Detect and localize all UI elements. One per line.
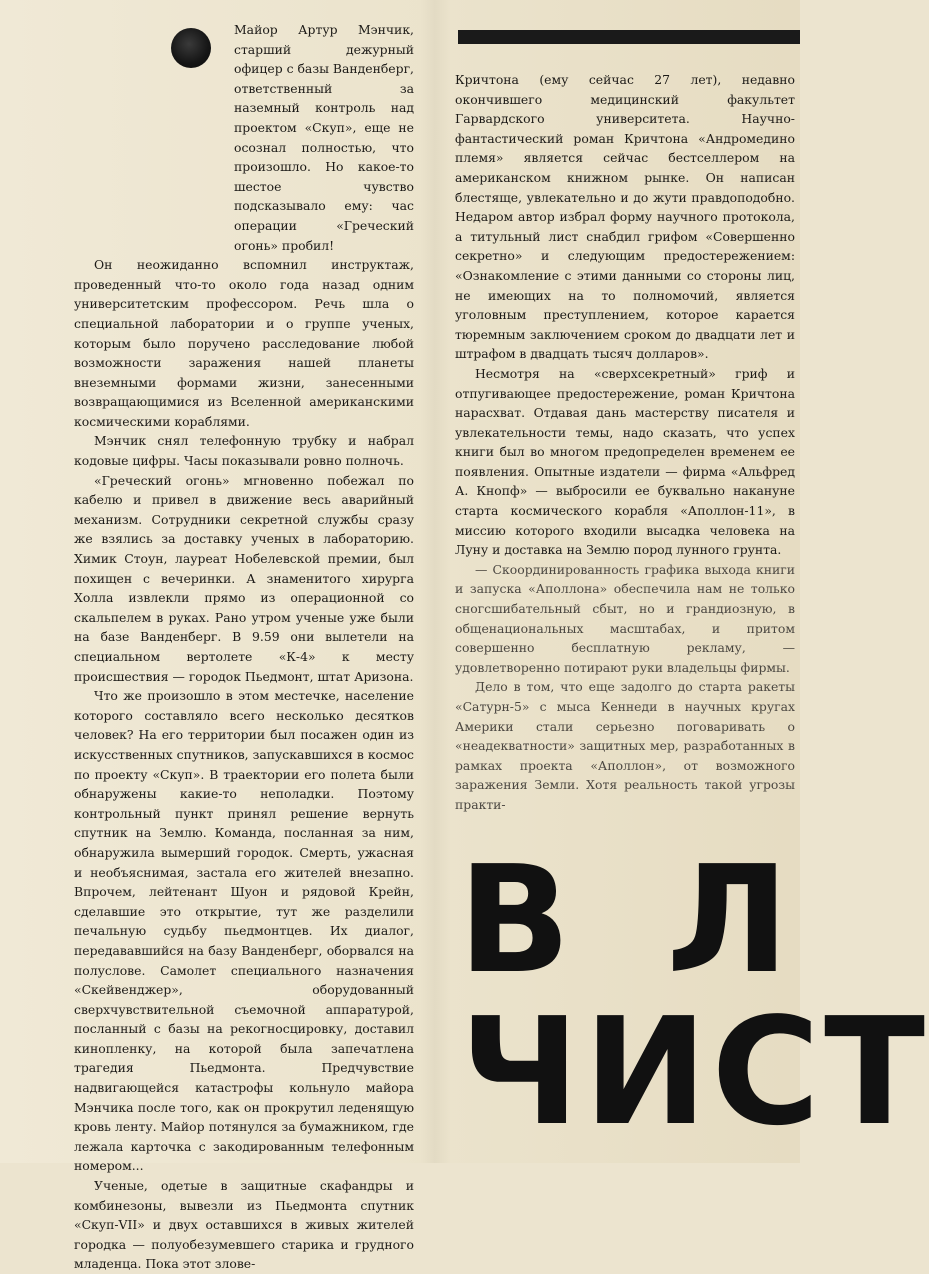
paragraph: Кричтона (ему сейчас 27 лет), недавно окончившего медицинский факультет Гарвардского университета. Научно-фантастический роман Кричтона «Андромедино племя» является сейчас бестселлером на американском книжном рынке. Он написан блестяще, увлекательно и до жути правдоподобно. Недаром автор избрал форму научного протокола, а титульный лист снабдил грифом «Совершенно секретно» и следующим предостережением: «Ознакомление с этими данными со стороны лиц, не имеющих на то полномочий, является уголовным преступлением, которое карается тюремным заключением сроком до двадцати лет и штрафом в двадцать тысяч долларов». (455, 72, 795, 362)
headline-line-2: ЧИСТ (460, 986, 929, 1158)
right-column (455, 70, 795, 815)
paragraph: Мэнчик снял телефонную трубку и набрал кодовые цифры. Часы показывали ровно полночь. (74, 433, 414, 469)
quote-paragraph: — Скоординированность графика выхода книги и запуска «Аполлона» обеспечила нам не только сногсшибательный сбыт, но и грандиозную, в общенациональных масштабах, и притом совершенно бесплатную рекламу, — удовлетворенно потирают руки владельцы фирмы. (455, 561, 795, 675)
lead-paragraph: Майор Артур Мэнчик, старший дежурный офицер с базы Ванденберг, ответственный за наземный контроль над проектом «Скуп», еще не осознал полностью, что произошло. Но какое-то шестое чувство подсказывало ему: час операции «Греческий огонь» пробил! (234, 22, 414, 253)
paragraph: «Греческий огонь» мгновенно побежал по кабелю и привел в движение весь аварийный механизм. Сотрудники секретной службы сразу же взялись за доставку ученых в лабораторию. Химик Стоун, лауреат Нобелевской премии, был похищен с вечеринки. А знаменитого хирурга Холла извлекли прямо из операционной со скальпелем в руках. Рано утром ученые уже были на базе Ванденберг. В 9.59 они вылетели на специальном вертолете «К-4» к месту происшествия — городок Пьедмонт, штат Аризона. (74, 472, 414, 684)
paragraph: Ученые, одетые в защитные скафандры и комбинезоны, вывезли из Пьедмонта спутник «Скуп-VII» и двух оставшихся в живых жителей городка — полуобезумевшего старика и грудного младенца. Пока этот злове- (74, 1178, 414, 1272)
paragraph: Он неожиданно вспомнил инструктаж, проведенный что-то около года назад одним университетским профессором. Речь шла о специальной лаборатории и о группе ученых, которым было поручено расследование любой возможности заражения нашей планеты внеземными формами жизни, занесенными возвращающимися из Вселенной американскими космическими кораблями. (74, 257, 414, 429)
paragraph: Несмотря на «сверхсекретный» гриф и отпугивающее предостережение, роман Кричтона нарасхват. Отдавая дань мастерству писателя и увлекательности темы, надо сказать, что успех книги был во многом предопределен временем ее появления. Опытные издатели — фирма «Альфред А. Кнопф» — выбросили ее буквально накануне старта космического корабля «Аполлон-11», в миссию которого входили высадка человека на Луну и доставка на Землю пород лунного грунта. (455, 365, 795, 558)
page-fold (420, 0, 450, 1163)
paragraph: Что же произошло в этом местечке, население которого составляло всего несколько десятков человек? На его территории был посажен один из искусственных спутников, запускавшихся в космос по проекту «Скуп». В траектории его полета были обнаружены какие-то неполадки. Поэтому контрольный пункт принял решение вернуть спутник на Землю. Команда, посланная за ним, обнаружила вымерший городок. Смерть, ужасная и необъяснимая, застала его жителей внезапно. Впрочем, лейтенант Шуон и рядовой Крейн, сделавшие это открытие, тут же разделили печальную судьбу пьедмонтцев. Их диалог, передававшийся на базу Ванденберг, оборвался на полуслове. Самолет специального назначения «Скейвенджер», оборудованный сверхчувствительной съемочной аппаратурой, посланный с базы на рекогносцировку, доставил кинопленку, на которой была запечатлена трагедия Пьедмонта. Предчувствие надвигающейся катастрофы кольнуло майора Мэнчика после того, как он прокрутил леденящую кровь ленту. Майор потянулся за бумажником, где лежала карточка с закодированным телефонным номером... (74, 688, 414, 1174)
paragraph: Дело в том, что еще задолго до старта ракеты «Сатурн-5» с мыса Кеннеди в научных кругах Америки стали серьезно поговаривать о «неадекватности» защитных мер, разработанных в рамках проекта «Аполлон», от возможного заражения Земли. Хотя реальность такой угрозы практи- (455, 679, 795, 812)
left-column (74, 20, 414, 1274)
top-black-rule (458, 30, 800, 44)
headline-line-1: В Л (458, 834, 812, 1006)
headline (458, 834, 929, 1158)
